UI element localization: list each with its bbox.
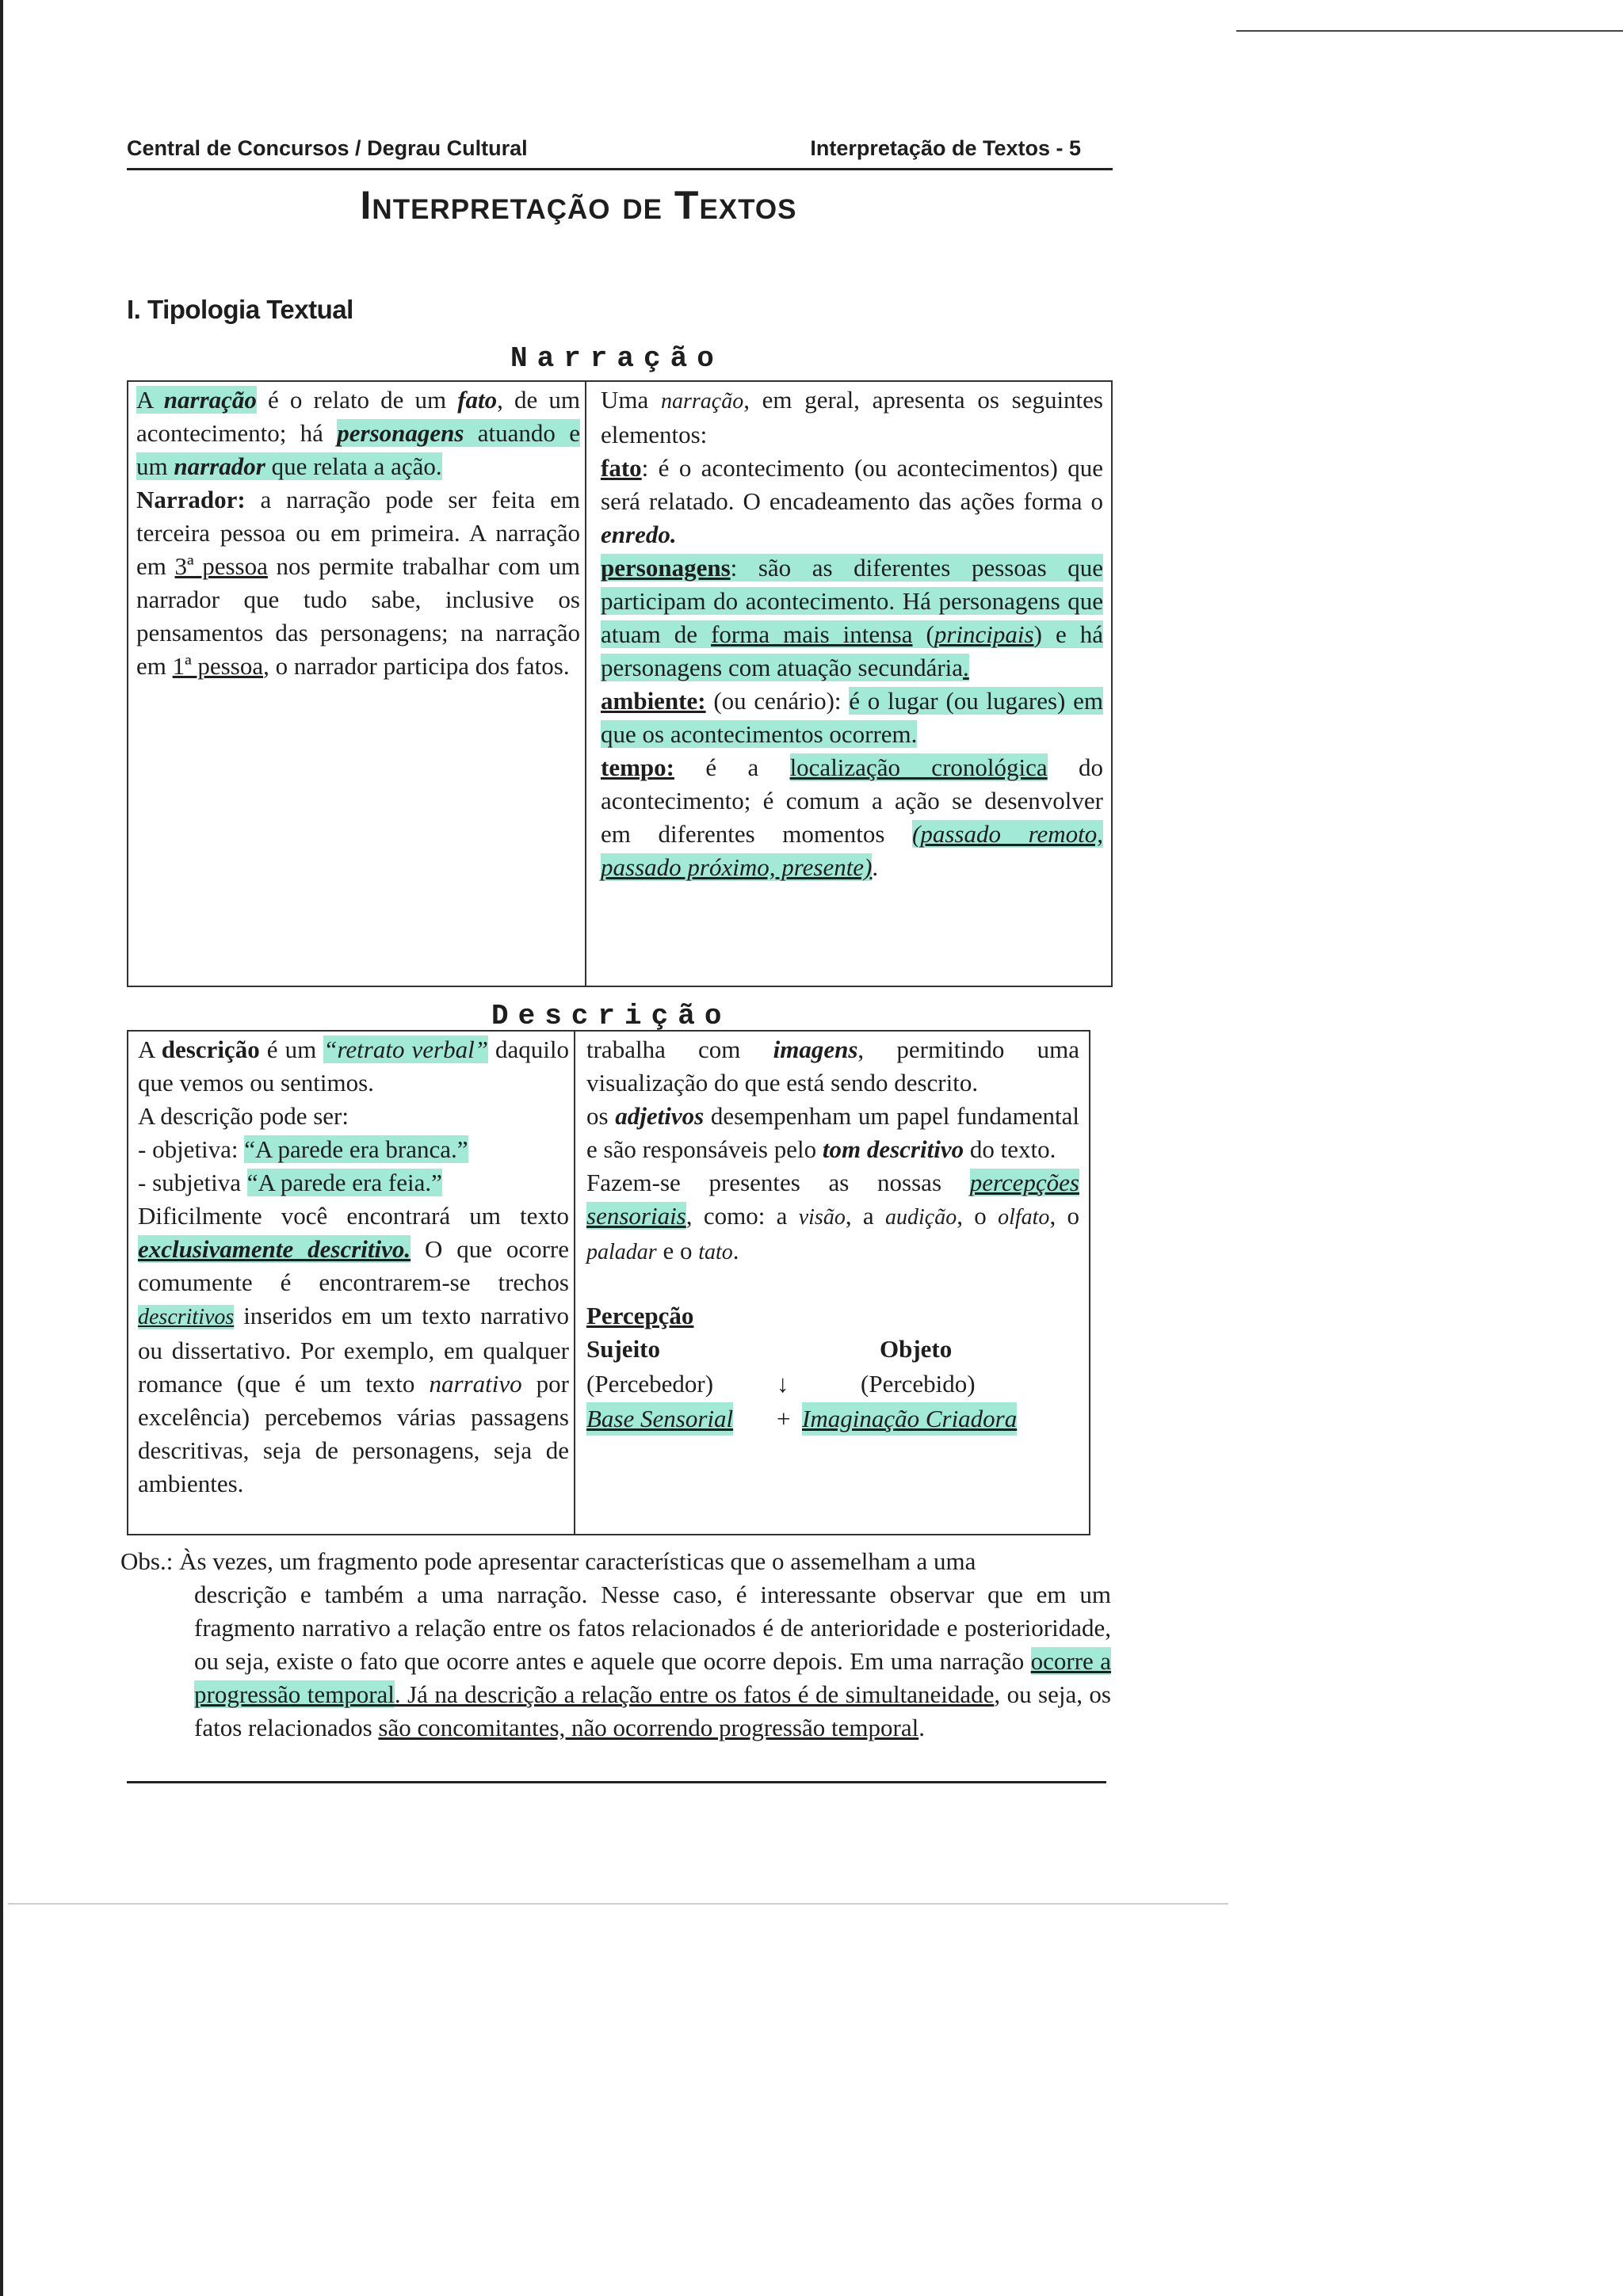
running-header: [127, 136, 1113, 170]
descricao-title: Descrição: [491, 1000, 731, 1032]
element-ambiente: ambiente: (ou cenário): é o lugar (ou lugares) em que os acontecimentos ocorrem.: [601, 687, 1103, 748]
scan-edge-line-bottom: [8, 1903, 1228, 1905]
descricao-percepcoes: Fazem-se presentes as nossas percepções sensoriais, como: a visão, a audição, o olfato, o paladar e o tato.: [586, 1169, 1080, 1264]
page-title: Interpretação de Textos: [360, 183, 797, 227]
scan-edge-line: [1236, 30, 1623, 32]
narracao-title: Narração: [510, 342, 724, 375]
descricao-right-column: [577, 1032, 1087, 1534]
descricao-type-subjetiva: - subjetiva “A parede era feia.”: [138, 1169, 442, 1196]
percepcao-row-formula: [586, 1402, 1079, 1437]
percepcao-heading: Percepção: [586, 1302, 694, 1329]
obs-first-line: Obs.: Às vezes, um fragmento pode apresentar características que o assemelham a uma: [120, 1547, 976, 1575]
percepcao-percebido: (Percebido): [861, 1370, 976, 1398]
element-tempo: tempo: é a localização cronológica do acontecimento; é comum a ação se desenvolver em diferentes momentos (passado remoto, passado próximo, presente).: [601, 753, 1103, 881]
observation-note: [120, 1545, 1111, 1745]
descricao-type-objetiva: - objetiva: “A parede era branca.”: [138, 1135, 468, 1163]
header-page-label: Interpretação de Textos - 5: [810, 136, 1081, 160]
percepcao-row-roles: [586, 1333, 1079, 1367]
bottom-rule: [127, 1781, 1106, 1783]
descricao-definition: A descrição é um “retrato verbal” daquilo que vemos ou sentimos.: [138, 1035, 569, 1097]
percepcao-imaginacao-criadora: Imaginação Criadora: [802, 1402, 1017, 1436]
narracao-right-column: [588, 382, 1109, 986]
narracao-box: [127, 380, 1113, 987]
obs-body: descrição e também a uma narração. Nesse caso, é interessante observar que em um fragmento narrativo a relação entre os fatos relacionados é de anterioridade e posterioridade, ou seja, existe o fato que ocorre antes e aquele que ocorre depois. Em uma narração ocorre a progressão temporal. Já na descrição a relação entre os fatos é de simultaneidade, ou seja, os fatos relacionados são concomitantes, não ocorrendo progressão temporal.: [194, 1581, 1111, 1741]
descricao-imagens: trabalha com imagens, permitindo uma visualização do que está sendo descrito.: [586, 1035, 1079, 1097]
percepcao-row-agents: [586, 1367, 1079, 1402]
element-fato: fato: é o acontecimento (ou acontecimentos) que será relatado. O encadeamento das ações forma o enredo.: [601, 454, 1103, 548]
header-publisher: Central de Concursos / Degrau Cultural: [127, 136, 528, 160]
narracao-definition: A narração é o relato de um fato, de um acontecimento; há personagens atuando e um narrador que relata a ação.: [136, 386, 580, 480]
descricao-types-intro: A descrição pode ser:: [138, 1102, 349, 1130]
percepcao-percebedor: (Percebedor): [586, 1370, 714, 1398]
narrador-paragraph: Narrador: a narração pode ser feita em terceira pessoa ou em primeira. A narração em 3ª pessoa nos permite trabalhar com um narrador que tudo sabe, inclusive os pensamentos das personagens; na narração em 1ª pessoa, o narrador participa dos fatos.: [136, 486, 581, 680]
plus-sign: +: [777, 1405, 791, 1432]
descricao-adjetivos: os adjetivos desempenham um papel fundamental e são responsáveis pelo tom descritivo do texto.: [586, 1102, 1079, 1163]
section-heading: I. Tipologia Textual: [127, 295, 353, 324]
descricao-left-column: [128, 1032, 575, 1534]
element-personagens: personagens: são as diferentes pessoas que participam do acontecimento. Há personagens que atuam de forma mais intensa (principais) e há personagens com atuação secundária.: [601, 554, 1103, 681]
scan-page-edge: [0, 0, 3, 2296]
narracao-left-column: [128, 382, 586, 986]
narracao-elements-intro: Uma narração, em geral, apresenta os seguintes elementos:: [601, 386, 1103, 448]
down-arrow-icon: ↓: [777, 1370, 789, 1398]
percepcao-sujeito: Sujeito: [586, 1335, 660, 1363]
descricao-box: [127, 1030, 1090, 1535]
descricao-mixed-paragraph: Dificilmente você encontrará um texto exclusivamente descritivo. O que ocorre comumente é encontrarem-se trechos descritivos inseridos em um texto narrativo ou dissertativo. Por exemplo, em qualquer romance (que é um texto narrativo por excelência) percebemos várias passagens descritivas, seja de personagens, seja de ambientes.: [138, 1202, 569, 1497]
percepcao-objeto: Objeto: [880, 1335, 953, 1363]
percepcao-base-sensorial: Base Sensorial: [586, 1402, 733, 1436]
